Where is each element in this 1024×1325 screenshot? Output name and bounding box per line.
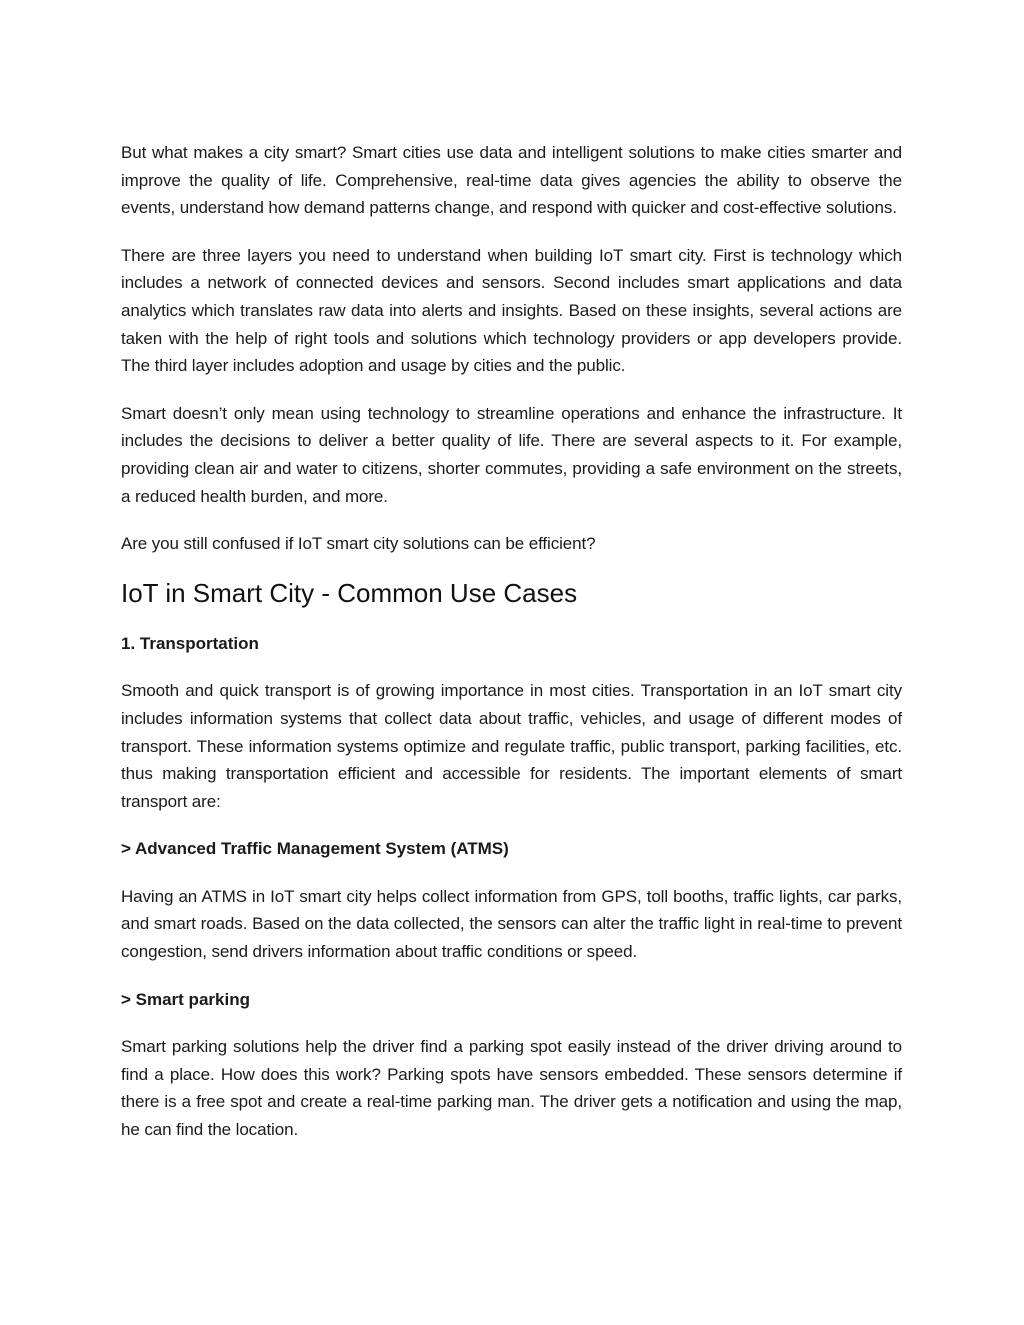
transportation-title: 1. Transportation (121, 633, 259, 653)
intro-paragraph-2: There are three layers you need to understand when building IoT smart city. First is technology which includes a network of connected devices and sensors. Second includes smart applications and data analytics which translates raw data into alerts and insights. Based on these insights, several actions are taken with the help of right tools and solutions which technology providers or app developers provide. The third layer includes adoption and usage by cities and the public. (121, 245, 902, 376)
intro-paragraph-1: But what makes a city smart? Smart cities use data and intelligent solutions to make cities smarter and improve the quality of life. Comprehensive, real-time data gives agencies the ability to observe the events, understand how demand patterns change, and respond with quicker and cost-effective solutions. (121, 143, 902, 218)
intro-paragraph-3: Smart doesn’t only mean using technology to streamline operations and enhance the infrastructure. It includes the decisions to deliver a better quality of life. There are several aspects to it. For example, providing clean air and water to citizens, shorter commutes, providing a safe environment on the streets, a reduced health burden, and more. (121, 403, 902, 506)
smart-parking-paragraph: Smart parking solutions help the driver find a parking spot easily instead of the driver driving around to find a place. How does this work? Parking spots have sensors embedded. These sensors determine if there is a free spot and create a real-time parking man. The driver gets a notification and using the map, he can find the location. (121, 1037, 902, 1140)
intro-paragraph-4: Are you still confused if IoT smart city solutions can be efficient? (121, 534, 596, 554)
atms-title: > Advanced Traffic Management System (ATMS) (121, 839, 509, 859)
smart-parking-title: > Smart parking (121, 989, 250, 1009)
section-heading: IoT in Smart City - Common Use Cases (121, 577, 578, 608)
atms-paragraph: Having an ATMS in IoT smart city helps collect information from GPS, toll booths, traffic lights, car parks, and smart roads. Based on the data collected, the sensors can alter the traffic light in real-time to prevent congestion, send drivers information about traffic conditions or speed. (121, 886, 902, 962)
document-page (121, 139, 902, 1164)
transportation-paragraph: Smooth and quick transport is of growing importance in most cities. Transportation in an IoT smart city includes information systems that collect data about traffic, vehicles, and usage of different modes of transport. These information systems optimize and regulate traffic, public transport, parking facilities, etc. thus making transportation efficient and accessible for residents. The important elements of smart transport are: (121, 681, 902, 811)
